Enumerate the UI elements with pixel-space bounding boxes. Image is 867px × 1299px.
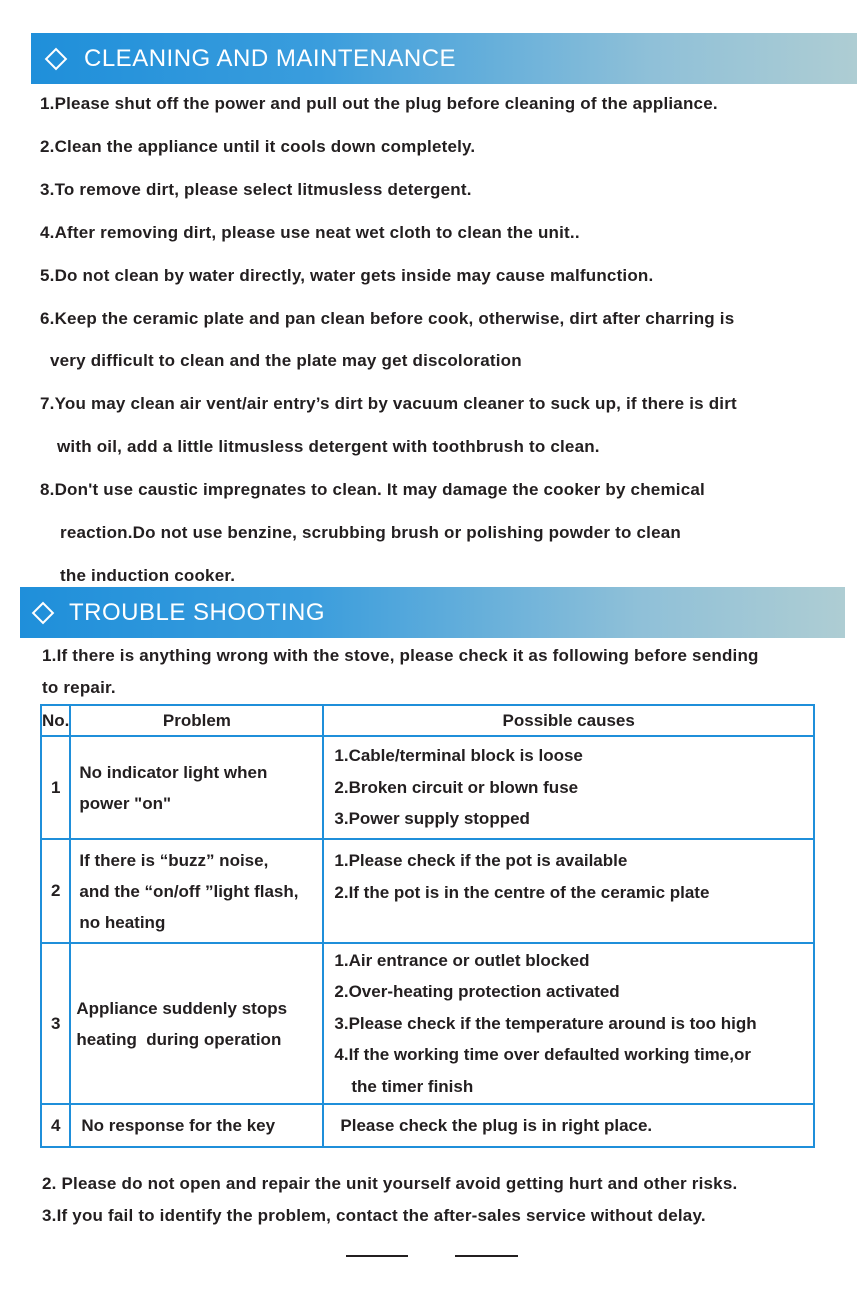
problem-line: and the “on/off ”light flash, (79, 881, 299, 901)
problem-line: No response for the key (81, 1116, 276, 1135)
problem-line: power "on" (79, 793, 172, 813)
problem-cell (70, 1104, 323, 1147)
problem-cell (70, 943, 323, 1104)
trouble-table (40, 704, 815, 1148)
cleaning-line: very difficult to clean and the plate may get discoloration (50, 351, 522, 370)
problem-line: No indicator light when (79, 762, 268, 782)
problem-cell (70, 736, 323, 839)
trouble-intro-line: 1.If there is anything wrong with the stove, please check it as following before sending (42, 646, 759, 665)
causes-cell (323, 1104, 814, 1147)
problem-line: If there is “buzz” noise, (79, 850, 269, 870)
cleaning-line: 6.Keep the ceramic plate and pan clean before cook, otherwise, dirt after charring is (40, 309, 735, 328)
cause-line: 1.Please check if the pot is available (334, 851, 628, 870)
cleaning-line: 7.You may clean air vent/air entry’s dirt by vacuum cleaner to suck up, if there is dirt (40, 394, 737, 413)
page-divider-left (346, 1255, 408, 1257)
trouble-section-title: TROUBLE SHOOTING (69, 598, 326, 626)
causes-cell (323, 839, 814, 943)
diamond-icon (45, 47, 68, 70)
cleaning-section-title: CLEANING AND MAINTENANCE (84, 44, 457, 72)
row-number: 3 (41, 943, 70, 1104)
causes-cell (323, 736, 814, 839)
cleaning-line: reaction.Do not use benzine, scrubbing brush or polishing powder to clean (60, 523, 681, 542)
header-problem: Problem (70, 705, 323, 736)
cleaning-line: 5.Do not clean by water directly, water gets inside may cause malfunction. (40, 266, 654, 285)
row-number: 4 (41, 1104, 70, 1147)
cleaning-line: 2.Clean the appliance until it cools down completely. (40, 137, 476, 156)
cause-line: 3.Power supply stopped (334, 809, 530, 829)
header-causes: Possible causes (323, 705, 814, 736)
cause-line: 1.Cable/terminal block is loose (334, 746, 583, 766)
trouble-section-banner (20, 587, 845, 638)
footer-line: 2. Please do not open and repair the unit yourself avoid getting hurt and other risks. (42, 1174, 738, 1193)
footer-line: 3.If you fail to identify the problem, contact the after-sales service without delay. (42, 1206, 706, 1225)
table-row (41, 839, 814, 943)
page-divider-right (455, 1255, 518, 1257)
problem-cell (70, 839, 323, 943)
problem-line: no heating (79, 912, 166, 932)
cause-line: the timer finish (351, 1076, 474, 1096)
cleaning-line: 8.Don't use caustic impregnates to clean. It may damage the cooker by chemical (40, 480, 705, 499)
problem-line: heating during operation (76, 1029, 282, 1049)
cleaning-line: 1.Please shut off the power and pull out the plug before cleaning of the appliance. (40, 94, 718, 113)
table-header-row (41, 705, 814, 736)
cleaning-line: the induction cooker. (60, 566, 236, 585)
diamond-icon (32, 601, 55, 624)
table-row (41, 1104, 814, 1147)
row-number: 2 (41, 839, 70, 943)
cause-line: 3.Please check if the temperature around is too high (334, 1013, 757, 1033)
header-no: No. (41, 705, 70, 736)
table-row (41, 736, 814, 839)
cause-line: 1.Air entrance or outlet blocked (334, 950, 590, 970)
table-row (41, 943, 814, 1104)
cleaning-line: 4.After removing dirt, please use neat wet cloth to clean the unit.. (40, 223, 580, 242)
causes-cell (323, 943, 814, 1104)
cause-line: 2.If the pot is in the centre of the ceramic plate (334, 882, 710, 902)
cause-line: 4.If the working time over defaulted working time,or (334, 1045, 751, 1065)
cause-line: 2.Broken circuit or blown fuse (334, 777, 579, 797)
problem-line: Appliance suddenly stops (76, 998, 288, 1018)
row-number: 1 (41, 736, 70, 839)
cause-line: 2.Over-heating protection activated (334, 982, 620, 1002)
trouble-intro-line: to repair. (42, 678, 116, 697)
cause-line: Please check the plug is in right place. (340, 1115, 653, 1135)
cleaning-section-banner (31, 33, 857, 84)
cleaning-line: with oil, add a little litmusless detergent with toothbrush to clean. (57, 437, 600, 456)
cleaning-line: 3.To remove dirt, please select litmusless detergent. (40, 180, 472, 199)
